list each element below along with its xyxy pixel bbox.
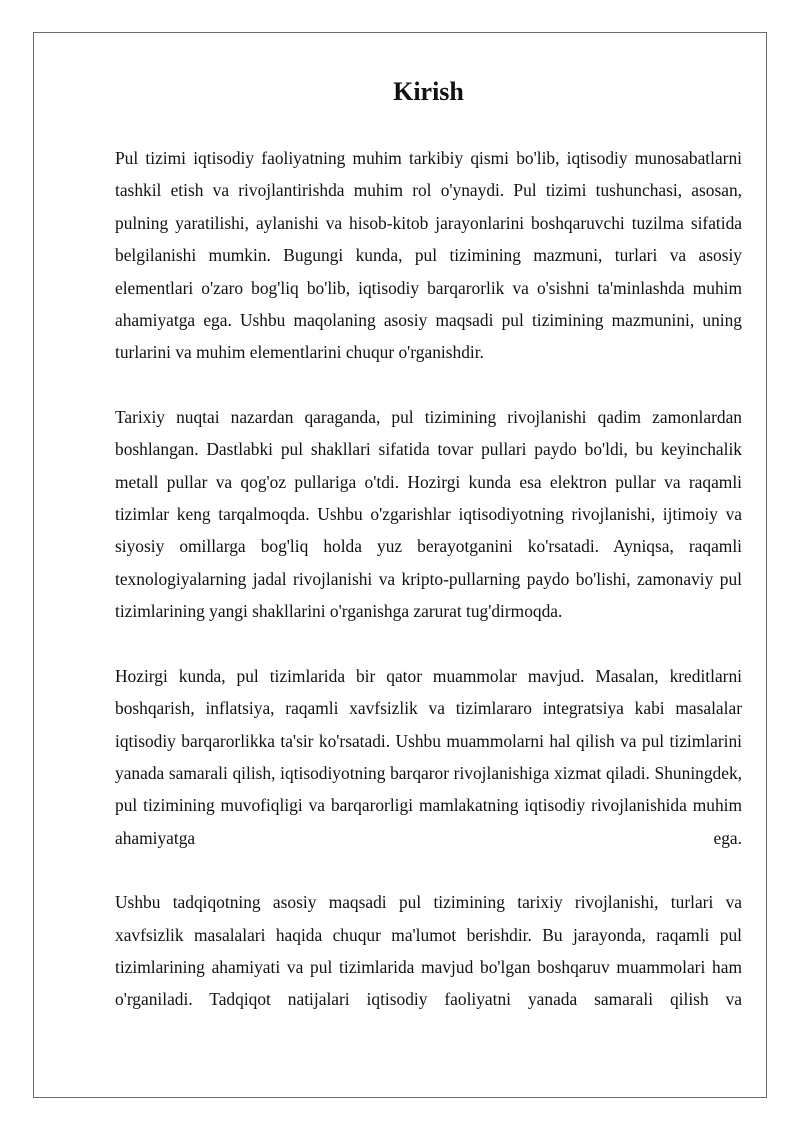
paragraph-1: Pul tizimi iqtisodiy faoliyatning muhim tarkibiy qismi bo'lib, iqtisodiy munosabatlarni tashkil etish va rivojlantirishda muhim rol o'ynaydi. Pul tizimi tushunchasi, asosan, pulning yaratilishi, aylanishi va hisob-kitob jarayonlarini boshqaruvchi tuzilma sifatida belgilanishi mumkin. Bugungi kunda, pul tizimining mazmuni, turlari va asosiy elementlari o'zaro bog'liq bo'lib, iqtisodiy barqarorlik va o'sishni ta'minlashda muhim ahamiyatga ega. Ushbu maqolaning asosiy maqsadi pul tizimining mazmunini, uning turlarini va muhim elementlarini chuqur o'rganishdir. bbox=[115, 148, 742, 363]
document-body bbox=[115, 72, 742, 1048]
page-title: Kirish bbox=[393, 77, 464, 106]
paragraph-3: Hozirgi kunda, pul tizimlarida bir qator muammolar mavjud. Masalan, kreditlarni boshqarish, inflatsiya, raqamli xavfsizlik va tizimlararo integratsiya kabi masalalar iqtisodiy barqarorlikka ta'sir ko'rsatadi. Ushbu muammolarni hal qilish va pul tizimlarini yanada samarali qilish, iqtisodiyotning barqaror rivojlanishiga xizmat qiladi. Shuningdek, pul tizimining muvofiqligi va barqarorligi mamlakatning iqtisodiy rivojlanishida muhim ahamiyatga ega. bbox=[115, 665, 742, 848]
paragraph-4: Ushbu tadqiqotning asosiy maqsadi pul tizimining tarixiy rivojlanishi, turlari va xavfsizlik masalalari haqida chuqur ma'lumot berishdir. Bu jarayonda, raqamli pul tizimlarining ahamiyati va pul tizimlarida mavjud bo'lgan boshqaruv muammolari ham o'rganiladi. Tadqiqot natijalari iqtisodiy faoliyatni yanada samarali qilish va bbox=[115, 892, 742, 1010]
paragraph-2: Tarixiy nuqtai nazardan qaraganda, pul tizimining rivojlanishi qadim zamonlardan boshlangan. Dastlabki pul shakllari sifatida tovar pullari paydo bo'ldi, bu keyinchalik metall pullar va qog'oz pullariga o'tdi. Hozirgi kunda esa elektron pullar va raqamli tizimlar keng tarqalmoqda. Ushbu o'zgarishlar iqtisodiyotning rivojlanishi, ijtimoiy va siyosiy omillarga bog'liq holda yuz berayotganini ko'rsatadi. Ayniqsa, raqamli texnologiyalarning jadal rivojlanishi va kripto-pullarning paydo bo'lishi, zamonaviy pul tizimlarining yangi shakllarini o'rganishga zarurat tug'dirmoqda. bbox=[115, 406, 742, 622]
